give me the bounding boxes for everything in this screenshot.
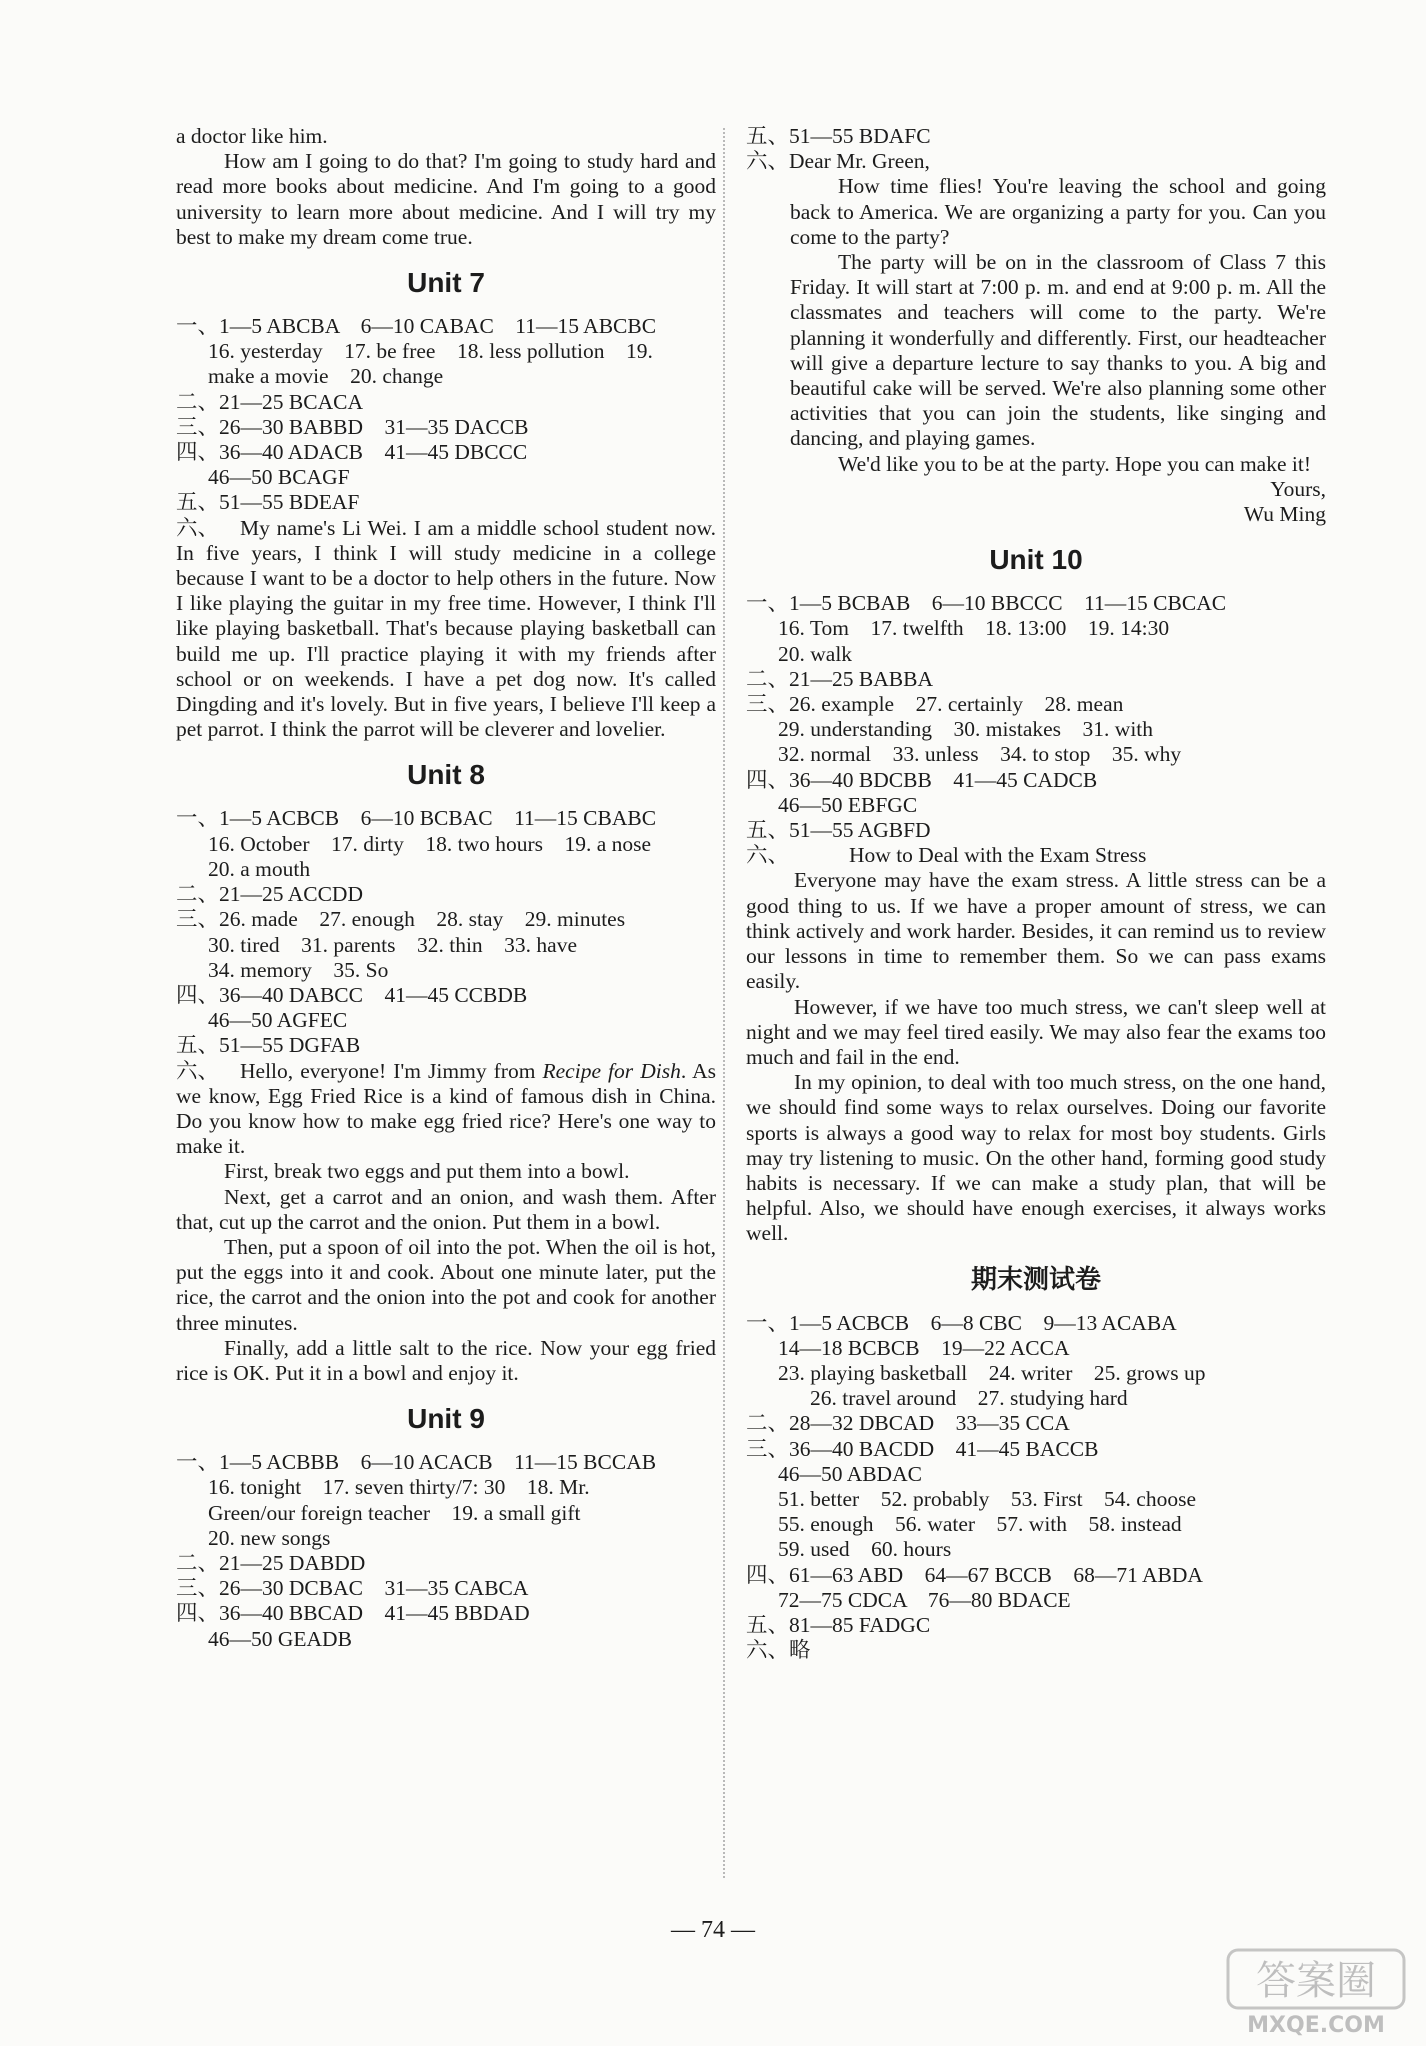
final-s1-line-3: 23. playing basketball 24. writer 25. grows up: [778, 1360, 1206, 1385]
unit8-s4-line-2: 46—50 AGFEC: [208, 1008, 348, 1033]
final-section-5: 五、 81—85 FADGC: [746, 1612, 931, 1637]
unit8-s1-line-3: 20. a mouth: [208, 856, 311, 881]
unit8-section-6: 六、: [176, 1058, 220, 1083]
unit8-section-2: 二、 21—25 ACCDD: [176, 882, 363, 907]
unit10-section-6: 六、 How to Deal with the Exam Stress: [746, 843, 1147, 868]
page-number: — 74 —: [671, 1917, 755, 1943]
unit8-s1-line-2: 16. October 17. dirty 18. two hours 19. a nose: [208, 831, 652, 856]
unit7-section-1: 一、 1—5 ABCBA 6—10 CABAC 11—15 ABCBC: [176, 314, 657, 339]
unit10-section-2: 二、 21—25 BABBA: [746, 666, 933, 691]
final-section-4: 四、 61—63 ABD 64—67 BCCB 68—71 ABDA: [746, 1562, 1203, 1587]
unit10-section-1: 一、 1—5 BCBAB 6—10 BBCCC 11—15 CBCAC: [746, 591, 1227, 616]
final-test-title: 期末测试卷: [970, 1264, 1101, 1295]
letter-signature: Wu Ming: [1243, 502, 1326, 527]
unit10-s1-line-2: 16. Tom 17. twelfth 18. 13:00 19. 14:30: [778, 616, 1170, 641]
unit8-section-5: 五、 51—55 DGFAB: [176, 1033, 361, 1058]
essay-p1: Everyone may have the exam stress. A little stress can be a good thing to us. If we have a proper amount of stress, we can think actively and work harder. Besides, it can remind us to review our lessons in time to remember them. So we can pass exams easily.: [746, 868, 1326, 994]
unit8-writing-p2: First, break two eggs and put them into a bowl.: [224, 1159, 630, 1184]
unit7-section-4: 四、 36—40 ADACB 41—45 DBCCC: [176, 440, 528, 465]
unit9-s1-line-4: 20. new songs: [208, 1525, 331, 1550]
unit10-s3-line-3: 32. normal 33. unless 34. to stop 35. why: [778, 742, 1182, 767]
final-s3-line-3: 51. better 52. probably 53. First 54. choose: [778, 1486, 1197, 1511]
unit8-s3-line-3: 34. memory 35. So: [208, 957, 389, 982]
unit8-s3-line-2: 30. tired 31. parents 32. thin 33. have: [208, 932, 578, 957]
unit8-section-4: 四、 36—40 DABCC 41—45 CCBDB: [176, 982, 528, 1007]
unit10-s1-line-3: 20. walk: [778, 641, 853, 666]
unit7-section-3: 三、 26—30 BABBD 31—35 DACCB: [176, 414, 529, 439]
unit9-s4-line-2: 46—50 GEADB: [208, 1626, 352, 1651]
unit7-s1-line-3: make a movie 20. change: [208, 364, 444, 389]
watermark-text: 答案圈: [1256, 1958, 1376, 2004]
essay-p2: However, if we have too much stress, we can't sleep well at night and we may feel tired easily. We may also fear the exams too much and fail in the end.: [746, 994, 1326, 1069]
final-s1-line-2: 14—18 BCBCB 19—22 ACCA: [778, 1335, 1070, 1360]
unit9-section-4: 四、 36—40 BBCAD 41—45 BBDAD: [176, 1601, 530, 1626]
final-s1-line-4: 26. travel around 27. studying hard: [810, 1386, 1128, 1411]
unit8-writing-p4: Then, put a spoon of oil into the pot. When the oil is hot, put the eggs into it and cook. About one minute later, put the rice, the carrot and the onion into the pot and cook for another three minutes.: [176, 1234, 716, 1335]
letter-p1: How time flies! You're leaving the school and going back to America. We are organizing a party for you. Can you come to the party?: [790, 174, 1326, 249]
unit10-section-5: 五、 51—55 AGBFD: [746, 818, 931, 843]
unit8-writing-p1: Hello, everyone! I'm Jimmy from Recipe for Dish. As we know, Egg Fried Rice is a kind of famous dish in China. Do you know how to make egg fried rice? Here's one way to make it.: [176, 1058, 716, 1159]
unit8-section-1: 一、 1—5 ACBCB 6—10 BCBAC 11—15 CBABC: [176, 806, 657, 831]
unit8-section-3: 三、 26. made 27. enough 28. stay 29. minutes: [176, 907, 626, 932]
unit9-s1-line-3: Green/our foreign teacher 19. a small gift: [208, 1500, 581, 1525]
unit7-title: Unit 7: [407, 267, 485, 299]
unit10-s4-line-2: 46—50 EBFGC: [778, 792, 918, 817]
unit7-s4-line-2: 46—50 BCAGF: [208, 465, 350, 490]
unit7-s1-line-2: 16. yesterday 17. be free 18. less pollution 19.: [208, 339, 653, 364]
final-s3-line-4: 55. enough 56. water 57. with 58. instead: [778, 1512, 1182, 1537]
letter-closing: Yours,: [1270, 476, 1326, 501]
final-s4-line-2: 72—75 CDCA 76—80 BDACE: [778, 1587, 1071, 1612]
final-section-6: 六、 略: [746, 1638, 811, 1663]
stamp-logo-icon: [1224, 1944, 1408, 2038]
unit8-title: Unit 8: [407, 759, 485, 791]
final-section-2: 二、 28—32 DBCAD 33—35 CCA: [746, 1411, 1070, 1436]
unit9-title: Unit 9: [407, 1403, 485, 1435]
final-section-3: 三、 36—40 BACDD 41—45 BACCB: [746, 1436, 1099, 1461]
watermark-subtext: MXQE.COM: [1247, 2013, 1385, 2038]
essay-p3: In my opinion, to deal with too much stress, on the one hand, we should find some ways to relax ourselves. Doing our favorite sports is always a good way to relax for most boy students. Girls may try listening to music. On the other hand, forming good study habits is necessary. If we can make a study plan, that will be helpful. Also, we should have enough exercises, it always works well.: [746, 1070, 1326, 1246]
left-column: [176, 124, 716, 1652]
unit7-section-6: 六、: [176, 515, 220, 540]
unit10-section-3: 三、 26. example 27. certainly 28. mean: [746, 692, 1124, 717]
unit7-section-2: 二、 21—25 BCACA: [176, 389, 363, 414]
unit9-section-3: 三、 26—30 DCBAC 31—35 CABCA: [176, 1576, 529, 1601]
unit8-writing-p3: Next, get a carrot and an onion, and wash them. After that, cut up the carrot and the onion. Put them in a bowl.: [176, 1184, 716, 1234]
unit9-s1-line-2: 16. tonight 17. seven thirty/7: 30 18. Mr.: [208, 1475, 590, 1500]
unit9-section-5: 五、 51—55 BDAFC: [746, 124, 931, 148]
unit7-section-5: 五、 51—55 BDEAF: [176, 490, 360, 515]
unit7-writing: My name's Li Wei. I am a middle school student now. In five years, I think I will study medicine in a college because I want to be a doctor to help others in the future. Now I like playing the guitar in my free time. However, I think I'll like playing basketball. That's because playing basketball can build me up. I'll practice playing it with my friends after school or on weekends. I have a pet dog now. It's called Dingding and it's lovely. But in five years, I believe I'll keep a pet parrot. I think the parrot will be cleverer and lovelier.: [176, 515, 716, 742]
unit8-writing-p5: Finally, add a little salt to the rice. Now your egg fried rice is OK. Put it in a bowl and enjoy it.: [176, 1335, 716, 1385]
final-s3-line-2: 46—50 ABDAC: [778, 1461, 922, 1486]
unit9-section-6: 六、 Dear Mr. Green,: [746, 149, 930, 174]
letter-p3: We'd like you to be at the party. Hope you can make it!: [838, 451, 1311, 476]
right-column: [746, 124, 1326, 1663]
intro-line-1: a doctor like him.: [176, 124, 328, 148]
column-divider: [723, 128, 725, 1878]
intro-paragraph: How am I going to do that? I'm going to study hard and read more books about medicine. And I'm going to a good university to learn more about medicine. And I will try my best to make my dream come true.: [176, 149, 716, 249]
unit9-section-1: 一、 1—5 ACBBB 6—10 ACACB 11—15 BCCAB: [176, 1450, 657, 1475]
unit10-section-4: 四、 36—40 BDCBB 41—45 CADCB: [746, 767, 1098, 792]
unit10-s3-line-2: 29. understanding 30. mistakes 31. with: [778, 717, 1154, 742]
final-s3-line-5: 59. used 60. hours: [778, 1537, 952, 1562]
letter-p2: The party will be on in the classroom of Class 7 this Friday. It will start at 7:00 p. m. and end at 9:00 p. m. All the classmates and teachers will come to the party. We're planning it wonderfully and differently. First, our headteacher will give a departure lecture to say thanks to you. A big and beautiful cake will be served. We're also planning some other activities that you can join the students, like singing and dancing, and playing games.: [790, 250, 1326, 451]
unit10-title: Unit 10: [989, 544, 1083, 576]
unit9-section-2: 二、 21—25 DABDD: [176, 1550, 366, 1575]
final-section-1: 一、 1—5 ACBCB 6—8 CBC 9—13 ACABA: [746, 1310, 1177, 1335]
